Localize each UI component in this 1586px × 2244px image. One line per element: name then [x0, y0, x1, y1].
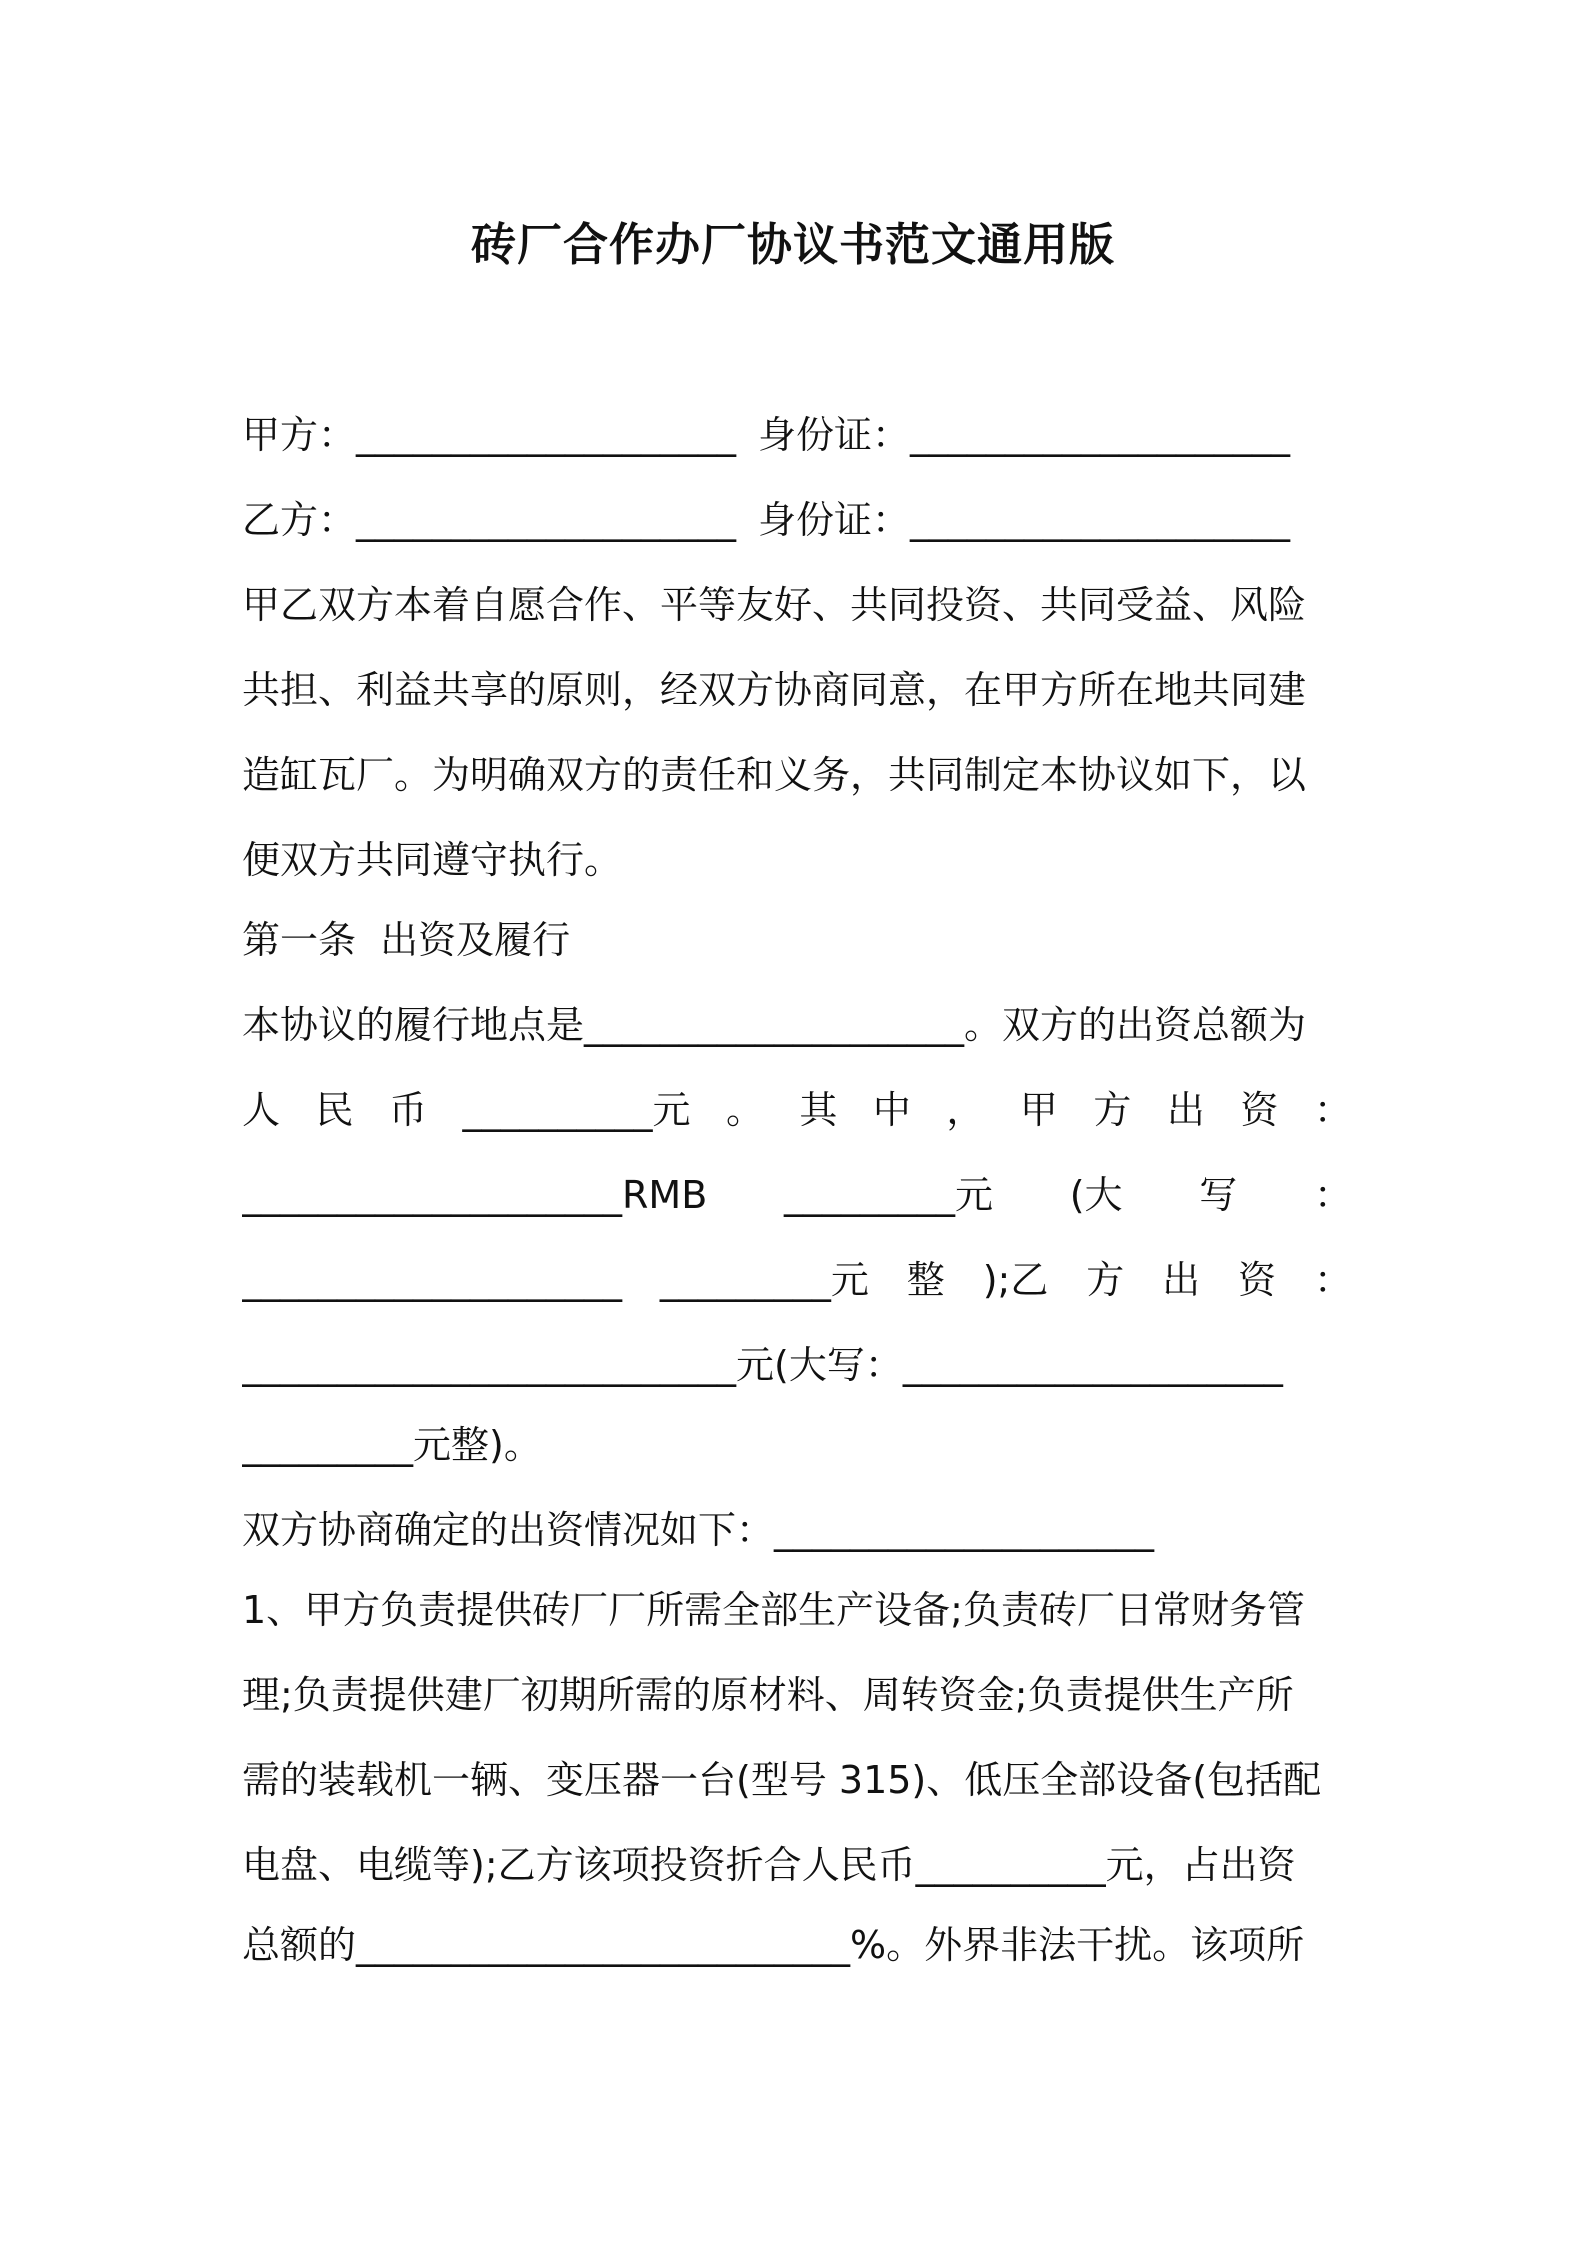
article1-justified-line: [242, 1080, 1352, 1140]
party-a-blank: ____________________: [356, 413, 737, 457]
text-token: 其: [799, 1088, 838, 1132]
text-token: __________元: [462, 1088, 691, 1132]
party-a-id-blank: ____________________: [910, 413, 1291, 457]
item1-line: 需的装载机一辆、变压器一台(型号 315)、低压全部设备(包括配: [242, 1758, 1322, 1802]
text-token: _________元: [659, 1258, 869, 1302]
article-heading: 第一条 出资及履行: [242, 918, 571, 962]
party-a-label: 甲方：: [242, 413, 357, 457]
party-b-id-label: 身份证：: [758, 498, 911, 542]
party-b-line: [242, 490, 1352, 550]
text-token: _________元: [783, 1173, 993, 1217]
article1-text-line: _________元整)。: [242, 1423, 542, 1467]
item1-line: 理;负责提供建厂初期所需的原材料、周转资金;负责提供生产所: [242, 1673, 1294, 1717]
text-token: 币: [388, 1088, 427, 1132]
text-token: 人: [242, 1088, 281, 1132]
text-token: (大: [1069, 1173, 1123, 1217]
text-token: 中: [872, 1088, 911, 1132]
article1-justified-line: [242, 1250, 1352, 1310]
text-token: ：: [1313, 1088, 1352, 1132]
text-token: ____________________: [242, 1258, 622, 1302]
party-a-line: [242, 405, 1352, 465]
text-token: ：: [1313, 1173, 1352, 1217]
item1-line: 1、甲方负责提供砖厂厂所需全部生产设备;负责砖厂日常财务管: [242, 1588, 1305, 1632]
contribution-line: 双方协商确定的出资情况如下：____________________: [242, 1508, 1155, 1552]
intro-line: 造缸瓦厂。为明确双方的责任和义务，共同制定本协议如下，以: [242, 753, 1307, 797]
party-b-label: 乙方：: [242, 498, 357, 542]
party-b-blank: ____________________: [356, 498, 737, 542]
text-token: 出: [1162, 1258, 1201, 1302]
text-token: 资: [1238, 1258, 1277, 1302]
text-token: 方: [1086, 1258, 1125, 1302]
intro-line: 便双方共同遵守执行。: [242, 838, 623, 882]
article1-justified-line: [242, 1165, 1352, 1225]
text-token: ：: [1313, 1258, 1352, 1302]
text-token: 出: [1166, 1088, 1205, 1132]
text-token: ，: [946, 1088, 985, 1132]
text-token: 整: [906, 1258, 945, 1302]
intro-line: 共担、利益共享的原则，经双方协商同意，在甲方所在地共同建: [242, 668, 1307, 712]
item1-line: 电盘、电缆等);乙方该项投资折合人民币__________元，占出资: [242, 1843, 1296, 1887]
text-token: 甲: [1019, 1088, 1058, 1132]
text-token: 资: [1240, 1088, 1279, 1132]
party-b-id-blank: ____________________: [910, 498, 1291, 542]
text-token: );乙: [982, 1258, 1049, 1302]
party-a-id-label: 身份证：: [758, 413, 911, 457]
text-token: ____________________RMB: [242, 1173, 708, 1217]
text-token: 民: [315, 1088, 354, 1132]
item1-line: 总额的__________________________%。外界非法干扰。该项所: [242, 1923, 1305, 1967]
text-token: 写: [1199, 1173, 1238, 1217]
article1-text-line: __________________________元(大写：____________________: [242, 1343, 1283, 1387]
text-token: 方: [1093, 1088, 1132, 1132]
document-title: 砖厂合作办厂协议书范文通用版: [470, 218, 1115, 271]
intro-line: 甲乙双方本着自愿合作、平等友好、共同投资、共同受益、风险: [242, 583, 1307, 627]
article1-text-line: 本协议的履行地点是____________________。双方的出资总额为: [242, 1003, 1307, 1047]
text-token: 。: [725, 1088, 764, 1132]
